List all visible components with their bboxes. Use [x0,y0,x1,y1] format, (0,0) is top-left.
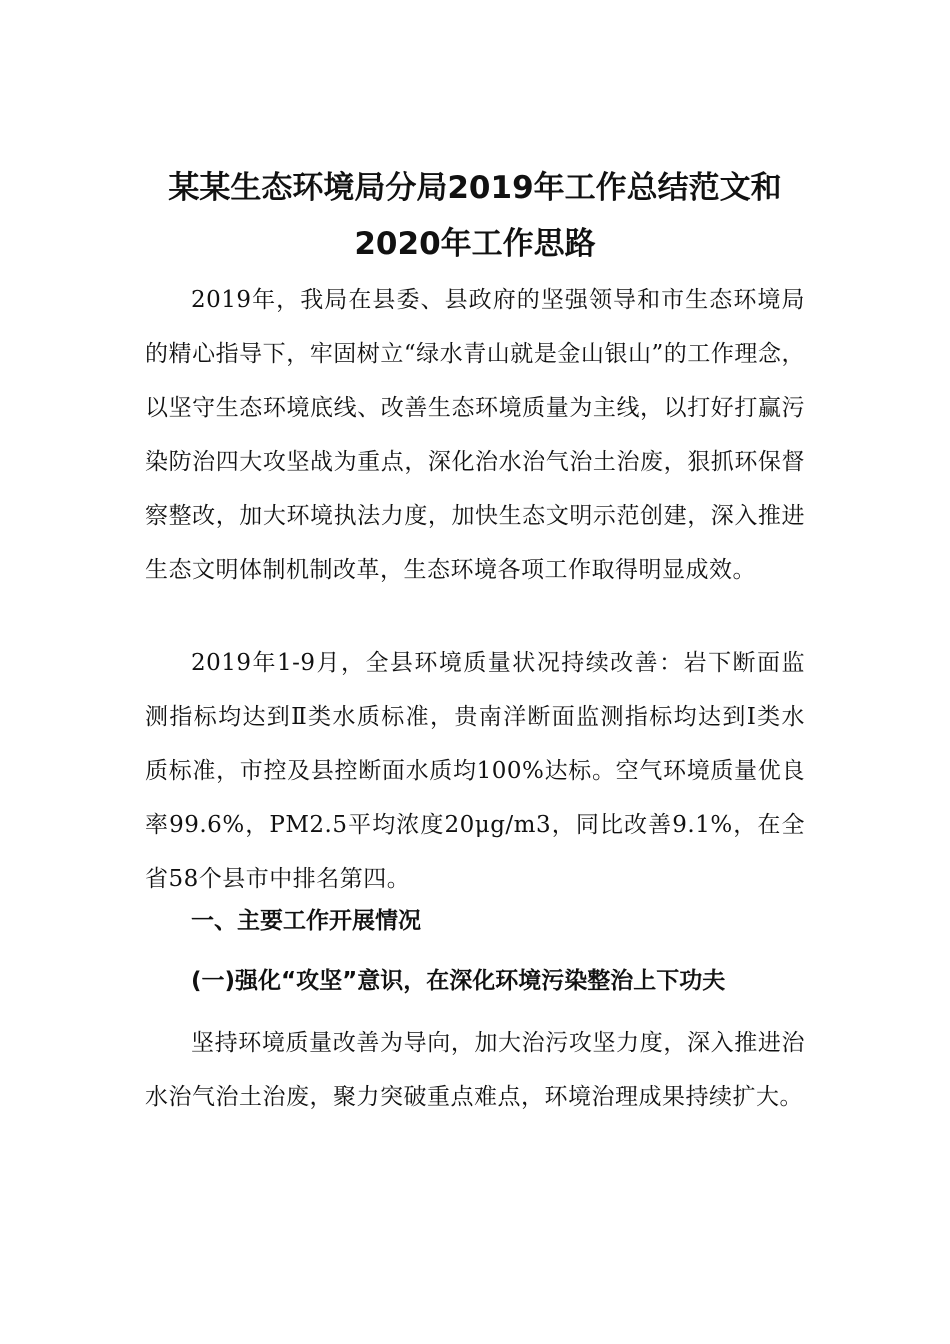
section-heading: 一、主要工作开展情况 [191,908,421,934]
environment-quality-paragraph: 2019年1-9月，全县环境质量状况持续改善：岩下断面监测指标均达到Ⅱ类水质标准，贵南洋断面监测指标均达到Ⅰ类水质标准，市控及县控断面水质均100%达标。空气环境质量优良率99.6%，PM2.5平均浓度20μg/m3，同比改善9.1%，在全省58个县市中排名第四。 [145,650,805,892]
title-line-2: 2020年工作思路 [354,226,596,262]
title-line-1: 某某生态环境局分局2019年工作总结范文和 [168,170,782,206]
document-title [80,160,870,272]
intro-paragraph: 2019年，我局在县委、县政府的坚强领导和市生态环境局的精心指导下，牢固树立“绿水青山就是金山银山”的工作理念，以坚守生态环境底线、改善生态环境质量为主线，以打好打赢污染防治四大攻坚战为重点，深化治水治气治土治废，狠抓环保督察整改，加大环境执法力度，加快生态文明示范创建，深入推进生态文明体制机制改革，生态环境各项工作取得明显成效。 [145,287,805,583]
subsection-paragraph: 坚持环境质量改善为导向，加大治污攻坚力度，深入推进治水治气治土治废，聚力突破重点难点，环境治理成果持续扩大。 [145,1030,805,1110]
subsection-heading: (一)强化“攻坚”意识，在深化环境污染整治上下功夫 [191,968,726,994]
